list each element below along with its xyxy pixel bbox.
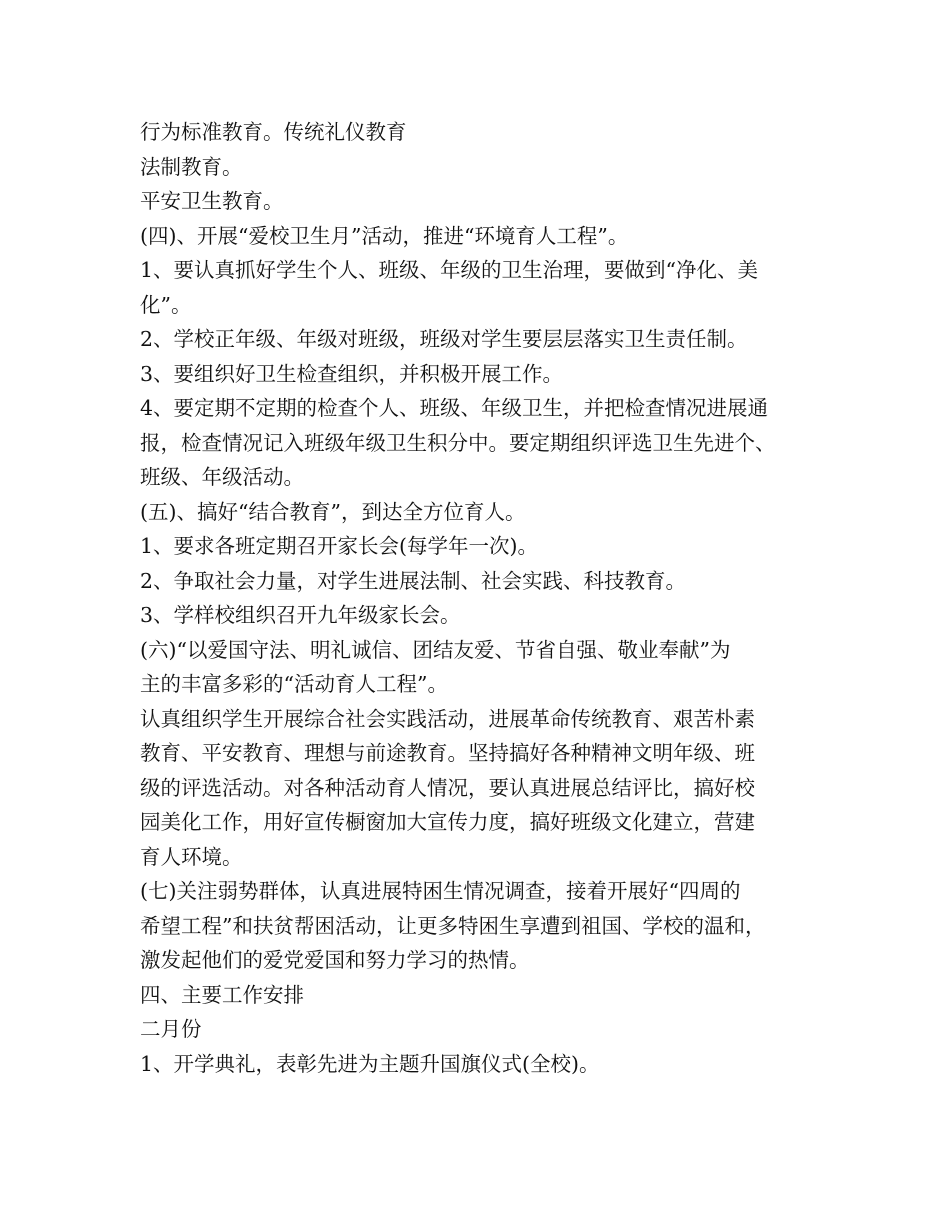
text-line: 育人环境。 (140, 844, 243, 869)
text-line: 法制教育。 (140, 154, 243, 179)
document-page (140, 115, 830, 1081)
text-line: 1、要认真抓好学生个人、班级、年级的卫生治理，要做到“净化、美 (140, 258, 759, 282)
section-heading: (五)、搞好“结合教育”，到达全方位育人。 (140, 499, 526, 524)
text-line: 主的丰富多彩的“活动育人工程”。 (140, 672, 448, 696)
text-line: 认真组织学生开展综合社会实践活动，进展革命传统教育、艰苦朴素 (140, 706, 755, 731)
text-line: 报，检查情况记入班级年级卫生积分中。要定期组织评选卫生先进个、 (140, 430, 776, 455)
text-line: 化”。 (140, 292, 192, 317)
text-line: 3、要组织好卫生检查组织，并积极开展工作。 (140, 361, 564, 386)
text-line: 3、学样校组织召开九年级家长会。 (140, 603, 461, 627)
text-line: 激发起他们的爱党爱国和努力学习的热情。 (140, 948, 530, 972)
section-heading: (六)“以爱国守法、明礼诚信、团结友爱、节省自强、敬业奉献”为 (140, 637, 731, 662)
text-line: 4、要定期不定期的检查个人、班级、年级卫生，并把检查情况进展通 (140, 396, 769, 420)
section-heading: (七)关注弱势群体，认真进展特困生情况调查，接着开展好“四周的 (140, 879, 741, 903)
text-line: 2、争取社会力量，对学生进展法制、社会实践、科技教育。 (140, 568, 687, 593)
section-heading: (四)、开展“爱校卫生月”活动，推进“环境育人工程”。 (140, 223, 629, 248)
month-heading: 二月份 (140, 1017, 202, 1041)
text-line: 教育、平安教育、理想与前途教育。坚持搞好各种精神文明年级、班 (140, 741, 755, 765)
text-line: 2、学校正年级、年级对班级，班级对学生要层层落实卫生责任制。 (140, 327, 748, 351)
text-line: 班级、年级活动。 (140, 465, 304, 489)
text-line: 平安卫生教育。 (140, 189, 284, 213)
text-line: 园美化工作，用好宣传橱窗加大宣传力度，搞好班级文化建立，营建 (140, 810, 755, 834)
text-line: 级的评选活动。对各种活动育人情况，要认真进展总结评比，搞好校 (140, 775, 755, 800)
text-line: 行为标准教育。传统礼仪教育 (140, 120, 407, 144)
text-line: 1、要求各班定期召开家长会(每学年一次)。 (140, 534, 539, 558)
section-heading: 四、主要工作安排 (140, 982, 304, 1007)
text-line: 希望工程”和扶贫帮困活动，让更多特困生享遭到祖国、学校的温和， (140, 913, 766, 938)
text-line: 1、开学典礼，表彰先进为主题升国旗仪式(全校)。 (140, 1051, 600, 1076)
